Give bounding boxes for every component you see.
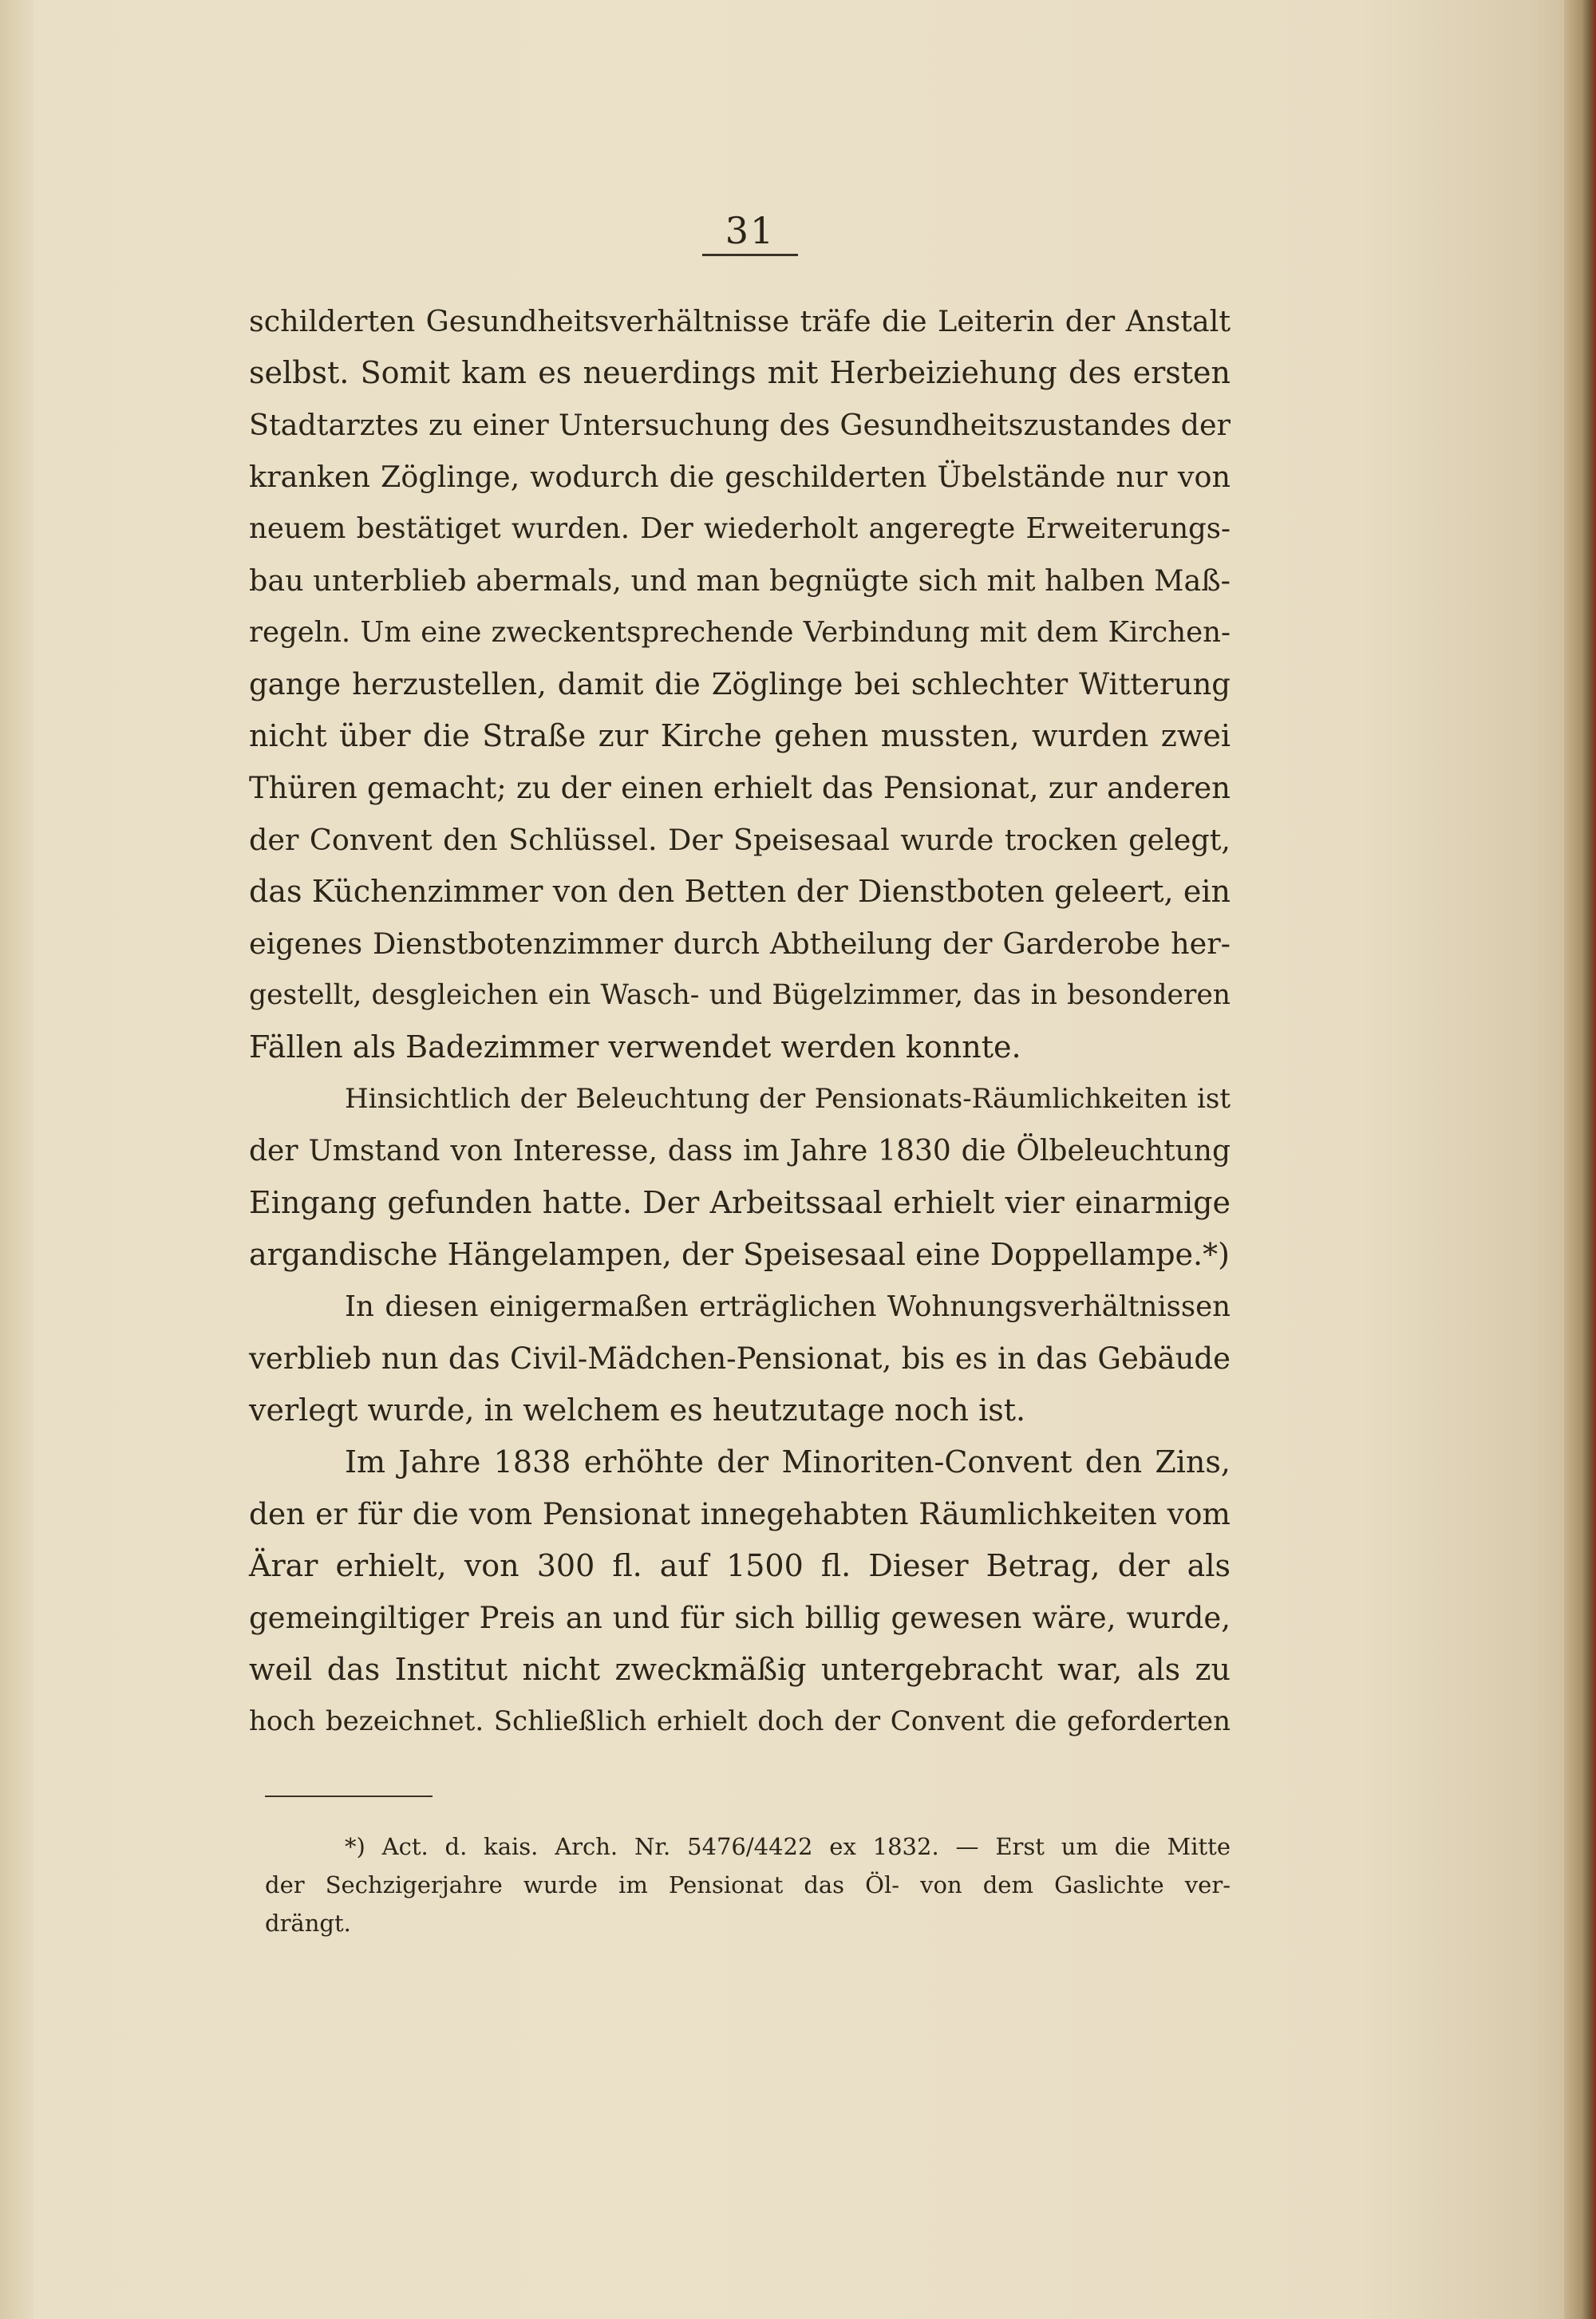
page-gutter <box>0 0 34 2319</box>
text-line: verlegt wurde, in welchem es heutzutage noch ist. <box>249 1393 1026 1428</box>
text-line: der Convent den Schlüssel. Der Speisesaal wurde trocken gelegt, <box>249 823 1231 857</box>
text-line: Stadtarztes zu einer Untersuchung des Gesundheitszustandes der <box>249 408 1231 442</box>
text-line: neuem bestätiget wurden. Der wiederholt angeregte Erweiterungs- <box>249 512 1231 545</box>
text-line: regeln. Um eine zweckentsprechende Verbindung mit dem Kirchen- <box>249 616 1231 649</box>
text-line: Ärar erhielt, von 300 fl. auf 1500 fl. Dieser Betrag, der als <box>249 1548 1231 1583</box>
footnote-line: drängt. <box>265 1910 351 1937</box>
text-line: Thüren gemacht; zu der einen erhielt das Pensionat, zur anderen <box>249 771 1231 805</box>
text-line: den er für die vom Pensionat innegehabten Räumlichkeiten vom <box>249 1496 1231 1531</box>
paragraph-first-line: In diesen einigermaßen erträglichen Wohnungsverhältnissen <box>345 1290 1231 1323</box>
text-line: kranken Zöglinge, wodurch die geschilderten Übelstände nur von <box>249 460 1231 494</box>
body-text <box>249 295 1231 1748</box>
book-edge <box>1564 0 1596 2319</box>
text-line: selbst. Somit kam es neuerdings mit Herbeiziehung des ersten <box>249 355 1231 390</box>
footnotes <box>265 1827 1231 1942</box>
text-line: verblieb nun das Civil-Mädchen-Pensionat, bis es in das Gebäude <box>249 1341 1231 1376</box>
footnote-rule <box>265 1796 433 1797</box>
page-number: 31 <box>725 209 776 252</box>
text-line: argandische Hängelampen, der Speisesaal eine Doppellampe.*) <box>249 1237 1230 1272</box>
text-line: gange herzustellen, damit die Zöglinge bei schlechter Witterung <box>249 667 1231 701</box>
text-line: eigenes Dienstbotenzimmer durch Abtheilung der Garderobe her- <box>249 926 1231 961</box>
text-line: Eingang gefunden hatte. Der Arbeitssaal erhielt vier einarmige <box>249 1185 1231 1220</box>
text-line: gemeingiltiger Preis an und für sich billig gewesen wäre, wurde, <box>249 1601 1231 1635</box>
text-line: der Umstand von Interesse, dass im Jahre 1830 die Ölbeleuchtung <box>249 1135 1231 1167</box>
paragraph-first-line: Im Jahre 1838 erhöhte der Minoriten-Convent den Zins, <box>345 1444 1231 1479</box>
text-line: hoch bezeichnet. Schließlich erhielt doch der Convent die geforderten <box>249 1705 1231 1737</box>
text-line: das Küchenzimmer von den Betten der Dienstboten geleert, ein <box>249 874 1231 909</box>
text-line: bau unterblieb abermals, und man begnügte sich mit halben Maß- <box>249 563 1231 598</box>
text-line: schilderten Gesundheitsverhältnisse träfe die Leiterin der Anstalt <box>249 304 1231 338</box>
footnote-line: der Sechzigerjahre wurde im Pensionat das Öl- von dem Gaslichte ver- <box>265 1871 1231 1898</box>
text-line: nicht über die Straße zur Kirche gehen mussten, wurden zwei <box>249 718 1231 753</box>
header-rule <box>702 254 798 256</box>
text-line: Fällen als Badezimmer verwendet werden konnte. <box>249 1029 1021 1065</box>
footnote-line: *) Act. d. kais. Arch. Nr. 5476/4422 ex 1832. — Erst um die Mitte <box>345 1833 1231 1860</box>
text-line: weil das Institut nicht zweckmäßig untergebracht war, als zu <box>249 1652 1231 1687</box>
text-line: gestellt, desgleichen ein Wasch- und Bügelzimmer, das in besonderen <box>249 979 1231 1011</box>
paragraph-first-line: Hinsichtlich der Beleuchtung der Pensionats-Räumlichkeiten ist <box>345 1083 1231 1115</box>
